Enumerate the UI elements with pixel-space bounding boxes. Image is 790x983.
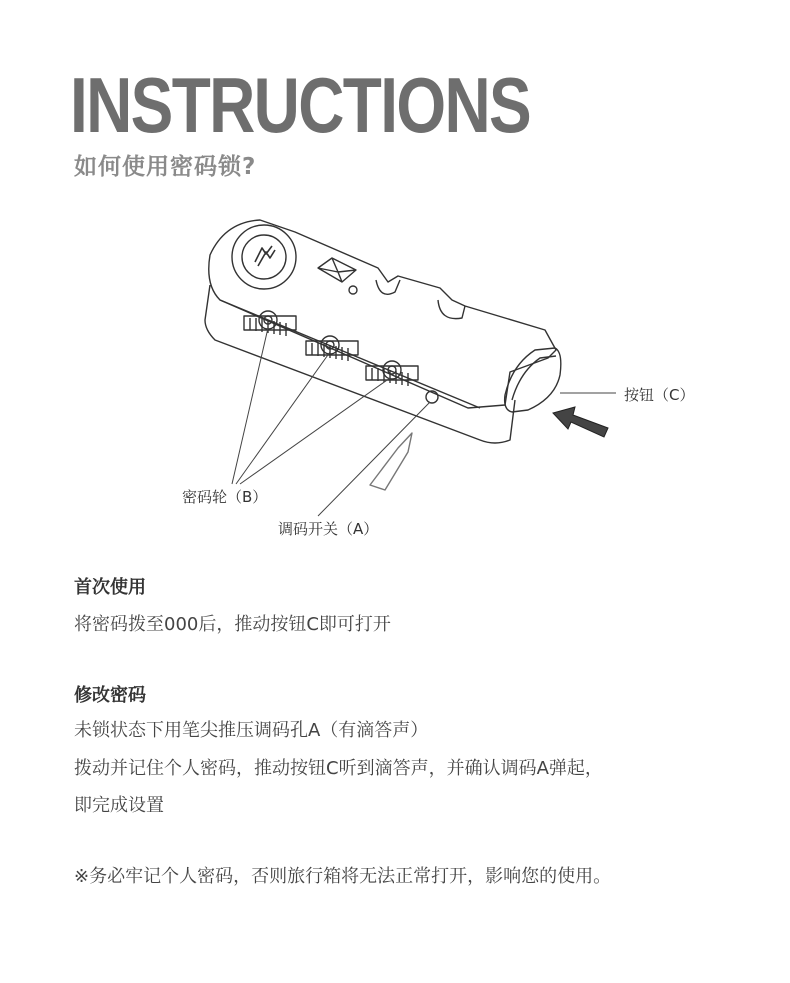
push-arrow-icon: [553, 407, 608, 437]
code-wheel-1: [244, 311, 296, 336]
first-use-line-1: 将密码拨至000后，推动按钮C即可打开: [74, 614, 391, 635]
brand-logo-icon: [255, 246, 275, 266]
page-subtitle: 如何使用密码锁?: [74, 154, 257, 180]
button-c-shape: [505, 348, 561, 412]
important-note: ※务必牢记个人密码，否则旅行箱将无法正常打开，影响您的使用。: [74, 866, 612, 887]
indicator-dot: [349, 286, 357, 294]
label-code-wheels-b: 密码轮（B）: [182, 488, 268, 506]
lock-body-front: [205, 285, 515, 443]
change-code-line-3: 即完成设置: [74, 795, 164, 816]
label-reset-switch-a: 调码开关（A）: [278, 520, 379, 538]
page-title: INSTRUCTIONS: [70, 61, 531, 149]
tsa-diamond-icon: [318, 258, 356, 282]
section-heading-first-use: 首次使用: [74, 577, 146, 598]
change-code-line-1: 未锁状态下用笔尖推压调码孔A（有滴答声）: [74, 720, 429, 741]
label-button-c: 按钮（C）: [624, 386, 695, 404]
section-heading-change-code: 修改密码: [74, 685, 146, 706]
change-code-line-2: 拨动并记住个人密码，推动按钮C听到滴答声，并确认调码A弹起，: [74, 758, 603, 779]
